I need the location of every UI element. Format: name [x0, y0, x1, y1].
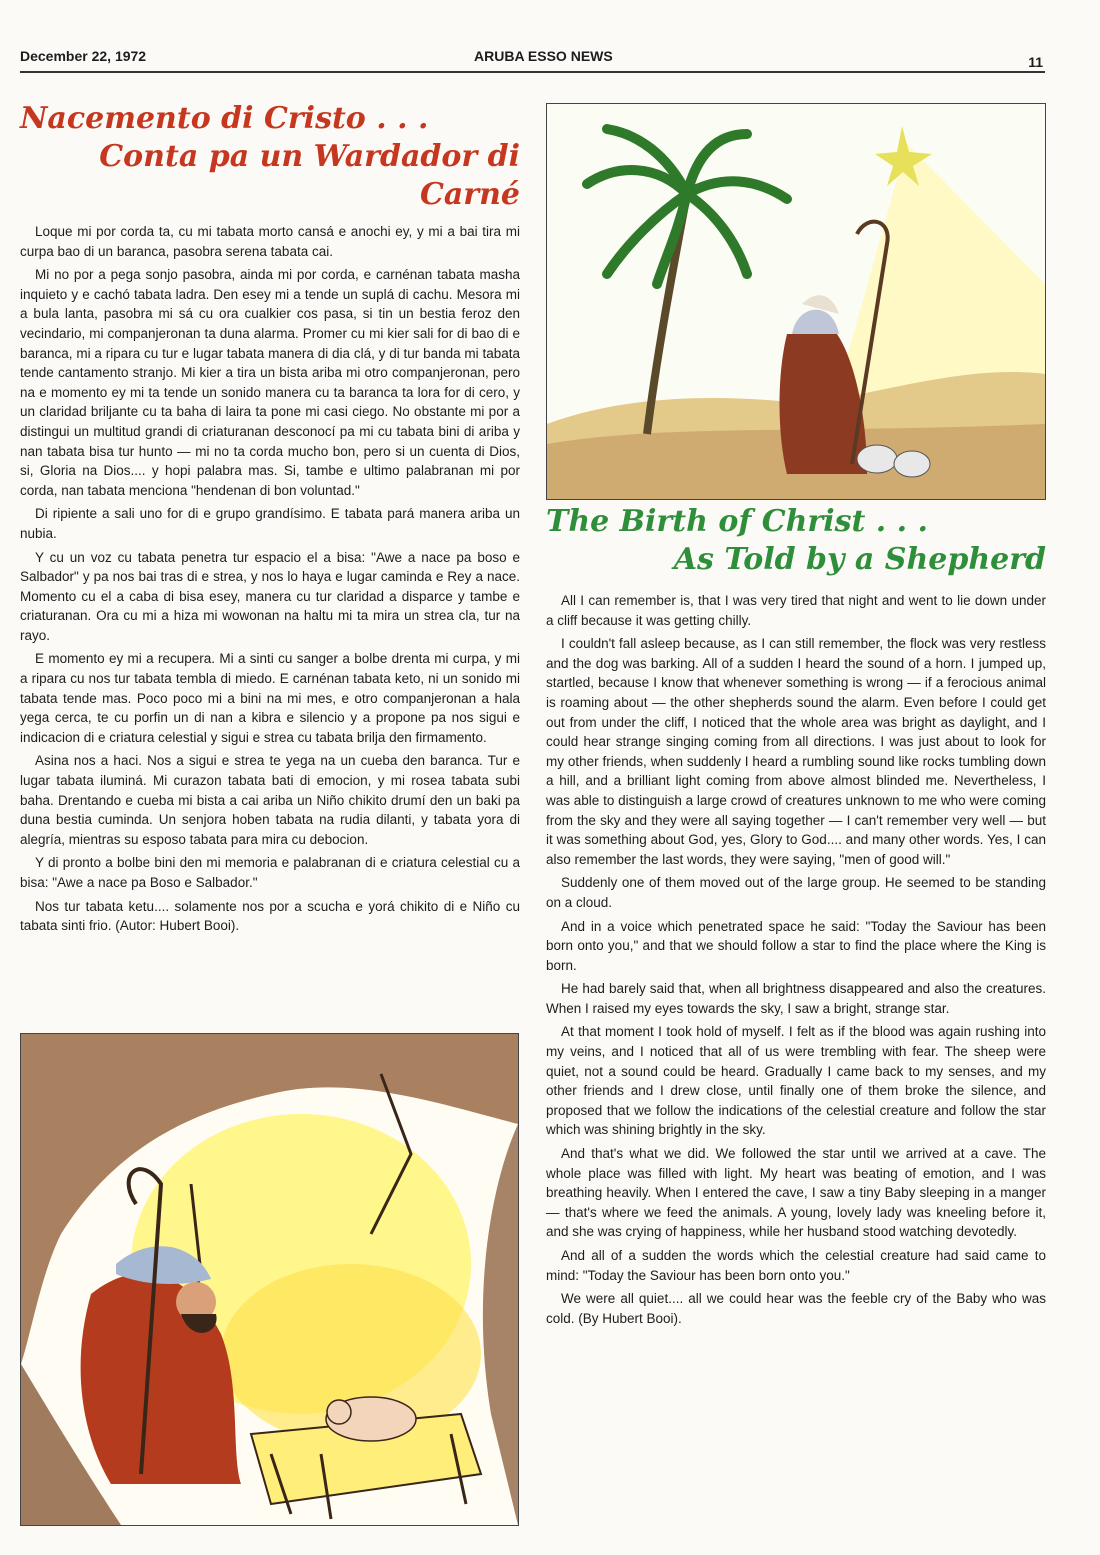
paragraph: Y di pronto a bolbe bini den mi memoria e palabranan di e criatura celestial cu a bisa: "Awe a nace pa Boso e Salbador.": [20, 855, 520, 890]
publication-name: ARUBA ESSO NEWS: [474, 48, 613, 64]
page-number: 11: [1028, 54, 1043, 70]
english-title-line1: The Birth of Christ . . .: [546, 504, 929, 539]
paragraph: And in a voice which penetrated space he said: "Today the Saviour has been born onto you," and that we should follow a star to find the place where the King is born.: [546, 918, 1046, 973]
paragraph: At that moment I took hold of myself. I felt as if the blood was again rushing into my veins, and I noticed that all of us were trembling with fear. The sheep were quiet, not a sound could be heard. Gradually I came back to my senses, and my other friends and I drew close, until finally one of them broke the silence, and proposed that we follow the indications of the celestial creature and follow the star which was shining brightly in the sky.: [546, 1024, 1046, 1138]
shepherd-illustration: [546, 103, 1046, 500]
papiamento-column: [20, 100, 520, 940]
masthead-rule: [20, 71, 1045, 73]
paragraph: Mi no por a pega sonjo pasobra, ainda mi por corda, e carnénan tabata masha inquieto y e cachó tabata ladra. Den esey mi a tende un suplá di cachu. Mesora mi a bula lanta, pasobra mi sá cu ora cualkier cos pasa, si tin un bestia feroz den vecindario, mi companjeronan ta duna alarma. Promer cu mi kier sali for di bao di e baranca, mi a ripara cu tur e lugar tabata manera di dia clá, y di tur banda mi tabata tende cantamento stranjo. Mi kier a tira un bista ariba mi otro companjeronan, pero na e momento ey mi ta tende un sonido manera cu ta baranca ta lora for di cero, y un claridad briljante cu ta baha di laira ta pone mi casi ciego. No obstante mi por a distingui un multitud grandi di criaturanan desconocí pa mi cu tabata bini di ariba y nan tabata bisa tur hunto — mi no ta corda mucho bon, pero si un cuenta di Dios, si, Gloria na Dios.... y hopi palabra mas. Si, tambe e ultimo palabranan mi por corda, nan tabata menciona "hendenan di bon voluntad.": [20, 267, 520, 498]
paragraph: I couldn't fall asleep because, as I can still remember, the flock was very restless and the dog was barking. All of a sudden I heard the sound of a horn. I jumped up, startled, because I know that whenever something is wrong — if a ferocious animal is roaming about — the other shepherds sound the alarm. Even before I could get out from under the cliff, I noticed that the whole area was bright as daylight, and I could hear strange singing coming from all directions. I was just about to look for my other friends, when suddenly I heard a rumbling sound like rocks tumbling down a hill, and a brilliant light coming from above almost blinded me. Nevertheless, I was able to distinguish a large crowd of creatures unknown to me who were coming from the sky and they were all saying together — I can't remember very well — but it was something about God, yes, Glory to God.... and many other words. Yes, I can also remember the last words, they were saying, "men of good will.": [546, 636, 1046, 867]
papiamento-title-line1: Nacemento di Cristo . . .: [20, 101, 429, 136]
paragraph: E momento ey mi a recupera. Mi a sinti cu sanger a bolbe drenta mi curpa, y mi a ripara cu nos tur tabata tembla di miedo. E carnénan tabata keto, ni un sonido mi tabata tende mas. Poco poco mi a bini na mi mes, e otro companjeronan a hala yega cerca, te cu porfin un di nan a kibra e silencio y a propone pa nos sigui e indicacion di e criatura celestial y sigui e strea cu tabata brilja den firmamento.: [20, 651, 520, 745]
paragraph: Nos tur tabata ketu.... solamente nos por a scucha e yorá chikito di e Niño cu tabata sinti frio. (Autor: Hubert Booi).: [20, 898, 520, 934]
paragraph: And all of a sudden the words which the celestial creature had said came to mind: "Today the Saviour has been born onto you.": [546, 1248, 1046, 1283]
english-column: [546, 503, 1046, 1332]
paragraph: We were all quiet.... all we could hear was the feeble cry of the Baby who was cold. (By Hubert Booi).: [546, 1291, 1046, 1326]
paragraph: All I can remember is, that I was very tired that night and went to lie down under a cliff because it was getting chilly.: [546, 593, 1046, 628]
english-body: [546, 591, 1046, 1328]
paragraph: Suddenly one of them moved out of the large group. He seemed to be standing on a cloud.: [546, 875, 1046, 910]
nativity-illustration: [20, 1033, 519, 1526]
paragraph: And that's what we did. We followed the star until we arrived at a cave. The whole place was filled with light. My heart was beating of emotion, and I was breathing heavily. When I entered the cave, I saw a tiny Baby sleeping in a manger — that's where we feed the animals. A young, lovely lady was kneeling before it, and she was crying of happiness, while her husband stood watching devotedly.: [546, 1146, 1046, 1240]
english-title-line2: As Told by a Shepherd: [673, 542, 1046, 577]
paragraph: Di ripiente a sali uno for di e grupo grandísimo. E tabata pará manera ariba un nubia.: [20, 506, 520, 541]
paragraph: Y cu un voz cu tabata penetra tur espacio el a bisa: "Awe a nace pa boso e Salbador" y pa nos bai tras di e strea, y nos lo haya e lugar caminda e Rey a nace. Momento cu el a caba di bisa esey, manera cu tur claridad a disparce y tambe e criaturanan. Ora cu mi a hiza mi wowonan na haltu mi ta mira un strea cla, tur na rayo.: [20, 549, 520, 643]
masthead: [20, 48, 1045, 68]
issue-date: December 22, 1972: [20, 48, 147, 64]
paragraph: He had barely said that, when all brightness disappeared and also the creatures. When I raised my eyes towards the sky, I saw a bright, strange star.: [546, 981, 1046, 1016]
paragraph: Asina nos a haci. Nos a sigui e strea te yega na un cueba den baranca. Tur e lugar tabata iluminá. Mi curazon tabata bati di emocion, y mi rosea tabata subi baha. Drentando e cueba mi bista a cai ariba un Niño chikito drumí den un baki pa duna bestia cuminda. Un senjora hoben tabata na rudia dilanti, y tabata yora di alegría, mientras su esposo tabata para mira cu debocion.: [20, 753, 520, 847]
papiamento-body: [20, 222, 520, 936]
papiamento-title-line2: Conta pa un Wardador di Carné: [99, 139, 520, 212]
paragraph: Loque mi por corda ta, cu mi tabata morto cansá e anochi ey, y mi a bai tira mi curpa bao di un baranca, pasobra serena tabata cai.: [20, 224, 520, 259]
